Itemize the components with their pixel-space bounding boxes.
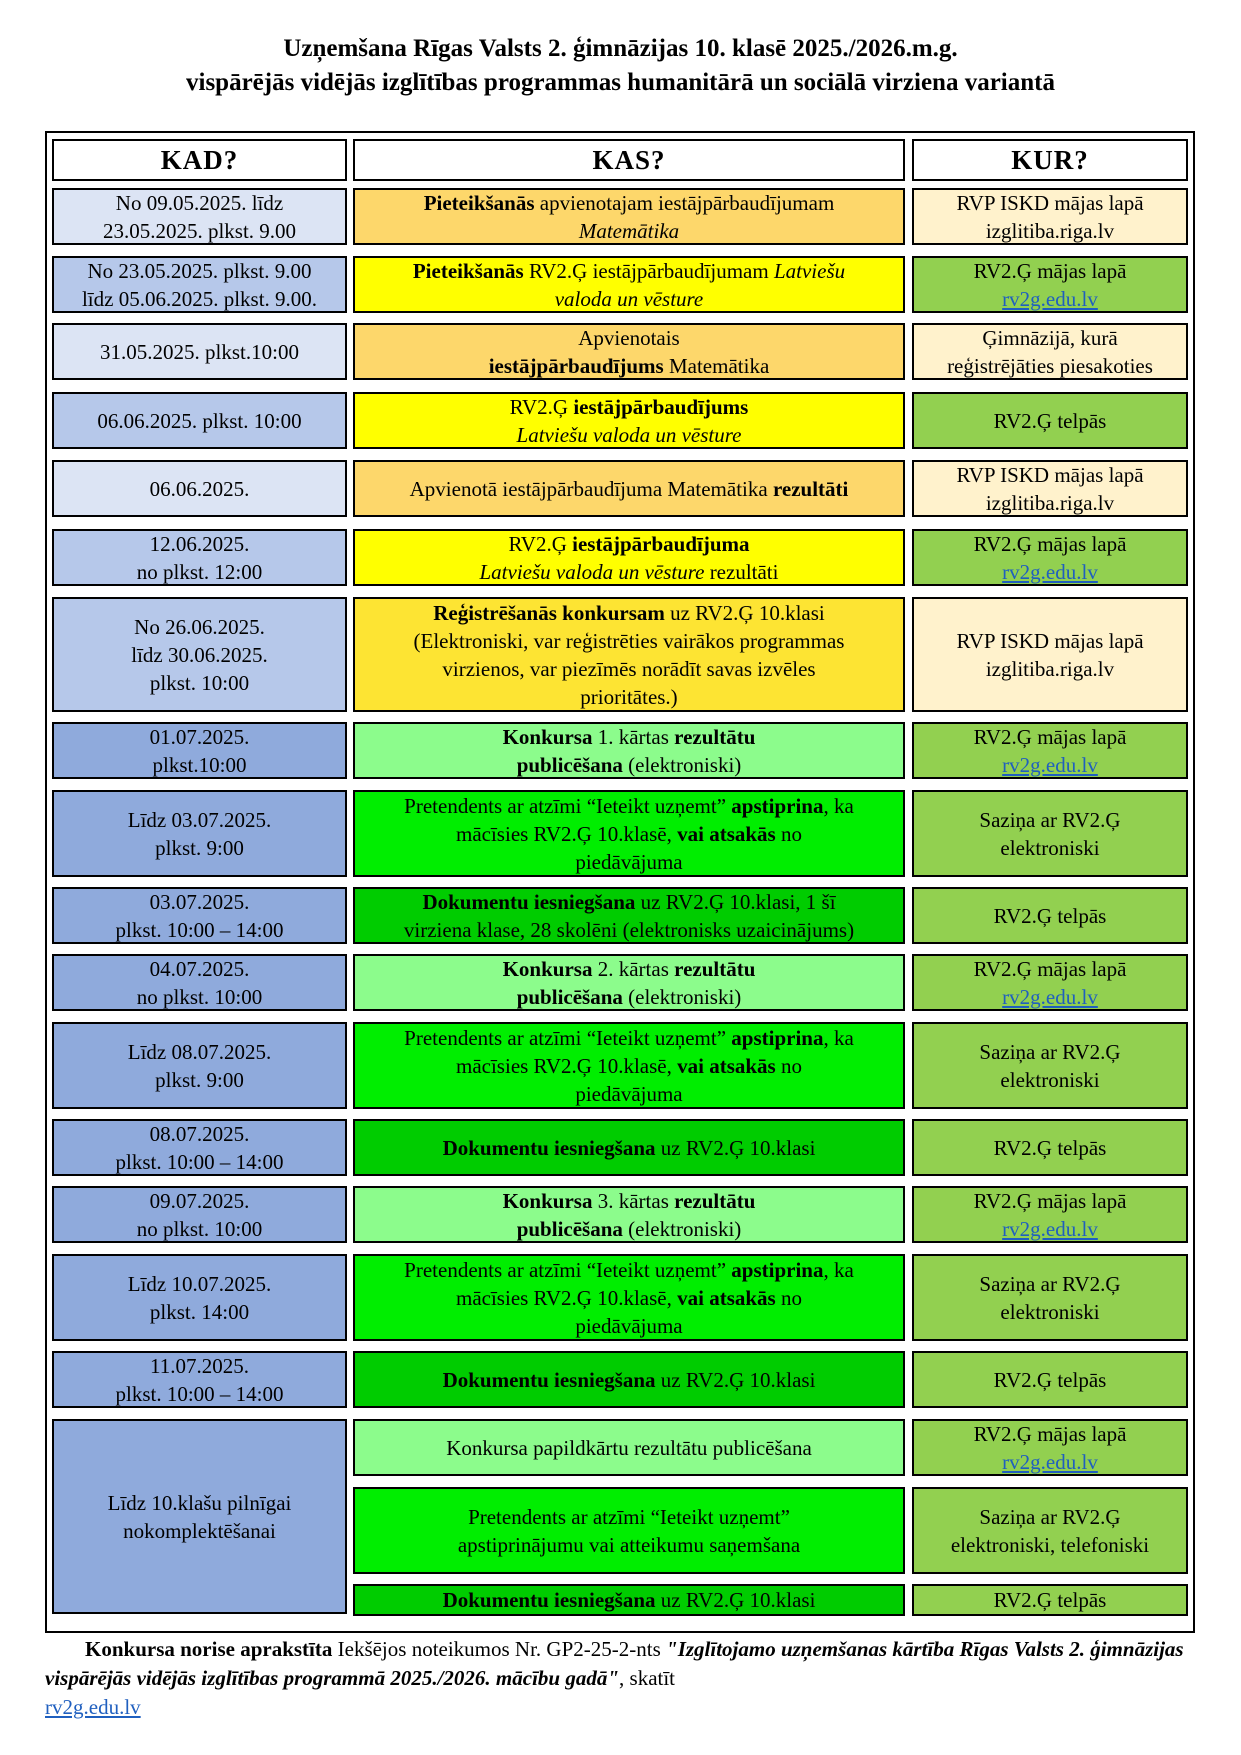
schedule-what-cell xyxy=(353,1487,905,1574)
schedule-what-cell xyxy=(353,1584,905,1616)
schedule-what-cell xyxy=(353,1186,905,1243)
cell-text: Pieteikšanās xyxy=(412,258,524,283)
cell-text: no xyxy=(775,1053,802,1078)
what-line xyxy=(359,352,899,380)
what-line xyxy=(359,1215,899,1243)
what-line xyxy=(359,1586,899,1614)
cell-text: vai atsakās xyxy=(677,1285,776,1310)
what-line xyxy=(359,1052,899,1080)
where-line xyxy=(918,257,1182,285)
schedule-what-cell xyxy=(353,954,905,1011)
when-line: Līdz 08.07.2025. xyxy=(127,1039,272,1064)
page-title-line-2: vispārējās vidējās izglītības programmas humanitārā un sociālā virziena variantā xyxy=(186,69,1055,96)
where-line xyxy=(918,902,1182,930)
when-line: no plkst. 10:00 xyxy=(136,984,263,1009)
what-line xyxy=(359,1434,899,1462)
when-line: no plkst. 12:00 xyxy=(136,559,263,584)
when-line: 06.06.2025. xyxy=(149,476,250,501)
cell-text: RV2.Ģ telpās xyxy=(993,1135,1107,1160)
cell-text: elektroniski xyxy=(1000,1299,1100,1324)
cell-text: RV2.Ģ xyxy=(509,394,574,419)
schedule-where-cell xyxy=(912,188,1188,245)
what-line xyxy=(359,530,899,558)
schedule-when-cell xyxy=(52,188,347,245)
page-title-line-1: Uzņemšana Rīgas Valsts 2. ģimnāzijas 10. klasē 2025./2026.m.g. xyxy=(283,35,958,62)
when-line: 08.07.2025. xyxy=(149,1121,250,1146)
cell-text: RV2.Ģ telpās xyxy=(993,408,1107,433)
cell-text: Dokumentu iesniegšana xyxy=(442,1135,656,1160)
cell-text: publicēšana xyxy=(516,1216,623,1241)
cell-text: Saziņa ar RV2.Ģ xyxy=(979,1504,1121,1529)
cell-text: vai atsakās xyxy=(677,1053,776,1078)
cell-text: mācīsies RV2.Ģ 10.klasē, xyxy=(456,1053,678,1078)
what-line xyxy=(359,683,899,711)
where-line xyxy=(918,751,1182,779)
cell-text: (Elektroniski, var reģistrēties vairākos programmas xyxy=(413,628,845,653)
where-line xyxy=(918,461,1182,489)
cell-text: , ka xyxy=(823,1025,854,1050)
cell-text: apstiprinājumu vai atteikumu saņemšana xyxy=(457,1532,801,1557)
what-line xyxy=(359,393,899,421)
schedule-what-cell xyxy=(353,887,905,944)
when-line: No 23.05.2025. plkst. 9.00 xyxy=(87,258,312,283)
when-line: no plkst. 10:00 xyxy=(136,1216,263,1241)
cell-text: piedāvājuma xyxy=(575,1081,683,1106)
what-line xyxy=(359,1024,899,1052)
where-line xyxy=(918,723,1182,751)
what-line xyxy=(359,848,899,876)
schedule-when-cell xyxy=(52,1419,347,1614)
cell-text: uz RV2.Ģ 10.klasi xyxy=(655,1588,816,1612)
where-line xyxy=(918,1187,1182,1215)
when-line: 23.05.2025. plkst. 9.00 xyxy=(102,218,297,243)
website-link[interactable]: rv2g.edu.lv xyxy=(1002,984,1098,1009)
when-line: plkst. 10:00 xyxy=(149,670,250,695)
what-line xyxy=(359,983,899,1011)
schedule-when-cell xyxy=(52,1119,347,1176)
what-line xyxy=(359,1503,899,1531)
schedule-where-cell xyxy=(912,1254,1188,1341)
what-line xyxy=(359,558,899,586)
what-line xyxy=(359,888,899,916)
cell-text: iestājpārbaudījums xyxy=(573,394,749,419)
column-header-what: KAS? xyxy=(353,139,905,181)
footer-text-2: , skatīt xyxy=(619,1666,676,1690)
cell-text: iestājpārbaudījuma xyxy=(572,531,750,556)
schedule-what-cell xyxy=(353,529,905,586)
cell-text: (elektroniski) xyxy=(622,752,742,777)
cell-text: Pretendents ar atzīmi “Ieteikt uzņemt” xyxy=(404,793,732,818)
schedule-when-cell xyxy=(52,256,347,313)
cell-text: prioritātes.) xyxy=(580,684,678,709)
what-line xyxy=(359,792,899,820)
website-link[interactable]: rv2g.edu.lv xyxy=(1002,752,1098,777)
website-link[interactable]: rv2g.edu.lv xyxy=(1002,1449,1098,1474)
when-line: plkst. 14:00 xyxy=(149,1299,250,1324)
where-line xyxy=(918,189,1182,217)
cell-text: 3. kārtas xyxy=(592,1188,675,1213)
schedule-when-cell xyxy=(52,1022,347,1109)
what-line xyxy=(359,1256,899,1284)
footer-lead: Konkursa norise aprakstīta xyxy=(85,1637,333,1661)
schedule-what-cell xyxy=(353,1351,905,1408)
schedule-where-cell xyxy=(912,954,1188,1011)
cell-text: izglitiba.riga.lv xyxy=(985,490,1115,515)
cell-text: Latviešu valoda un vēsture xyxy=(516,422,742,447)
schedule-when-cell xyxy=(52,392,347,449)
what-line xyxy=(359,1366,899,1394)
where-line xyxy=(918,558,1182,586)
what-line xyxy=(359,751,899,779)
cell-text: uz RV2.Ģ 10.klasi xyxy=(664,600,825,625)
when-line: 04.07.2025. xyxy=(149,956,250,981)
where-line xyxy=(918,1215,1182,1243)
schedule-when-cell xyxy=(52,790,347,877)
when-line: Līdz 03.07.2025. xyxy=(127,807,272,832)
schedule-where-cell xyxy=(912,790,1188,877)
cell-text: elektroniski xyxy=(1000,835,1100,860)
when-line: plkst. 10:00 – 14:00 xyxy=(115,917,284,942)
website-link[interactable]: rv2g.edu.lv xyxy=(1002,1216,1098,1241)
schedule-when-cell xyxy=(52,597,347,712)
cell-text: 2. kārtas xyxy=(592,956,675,981)
when-line: līdz 30.06.2025. xyxy=(131,642,268,667)
schedule-where-cell xyxy=(912,1584,1188,1616)
cell-text: Pieteikšanās xyxy=(423,190,535,215)
cell-text: RV2.Ģ mājas lapā xyxy=(973,1188,1127,1213)
where-line xyxy=(918,1270,1182,1298)
cell-text: RV2.Ģ mājas lapā xyxy=(973,724,1127,749)
when-line: plkst.10:00 xyxy=(152,752,247,777)
cell-text: , ka xyxy=(823,1257,854,1282)
cell-text: Dokumentu iesniegšana xyxy=(422,889,636,914)
schedule-what-cell xyxy=(353,722,905,779)
schedule-what-cell xyxy=(353,1119,905,1176)
where-line xyxy=(918,530,1182,558)
schedule-where-cell xyxy=(912,460,1188,517)
what-line xyxy=(359,1531,899,1559)
where-line xyxy=(918,1366,1182,1394)
cell-text: apstiprina xyxy=(731,1257,824,1282)
when-line: 11.07.2025. xyxy=(150,1353,249,1378)
cell-text: apstiprina xyxy=(731,793,824,818)
cell-text: Dokumentu iesniegšana xyxy=(442,1367,656,1392)
cell-text: RVP ISKD mājas lapā xyxy=(956,190,1144,215)
where-line xyxy=(918,1448,1182,1476)
where-line xyxy=(918,1038,1182,1066)
when-line: līdz 05.06.2025. plkst. 9.00. xyxy=(81,286,318,311)
cell-text: apvienotajam iestājpārbaudījumam xyxy=(534,190,835,215)
when-line: 01.07.2025. xyxy=(149,724,250,749)
schedule-where-cell xyxy=(912,1487,1188,1574)
schedule-where-cell xyxy=(912,529,1188,586)
cell-text: 1. kārtas xyxy=(592,724,675,749)
where-line xyxy=(918,1531,1182,1559)
what-line xyxy=(359,723,899,751)
cell-text: (elektroniski) xyxy=(622,984,742,1009)
schedule-where-cell xyxy=(912,597,1188,712)
schedule-what-cell xyxy=(353,1419,905,1476)
what-line xyxy=(359,627,899,655)
when-line: plkst. 9:00 xyxy=(155,835,244,860)
cell-text: uz RV2.Ģ 10.klasi xyxy=(655,1135,816,1160)
cell-text: RVP ISKD mājas lapā xyxy=(956,628,1144,653)
schedule-where-cell xyxy=(912,722,1188,779)
what-line xyxy=(359,955,899,983)
schedule-where-cell xyxy=(912,887,1188,944)
what-line xyxy=(359,1284,899,1312)
what-line xyxy=(359,421,899,449)
cell-text: izglitiba.riga.lv xyxy=(985,218,1115,243)
when-line: 06.06.2025. plkst. 10:00 xyxy=(97,408,302,433)
where-line xyxy=(918,983,1182,1011)
schedule-when-cell xyxy=(52,529,347,586)
cell-text: rezultātu xyxy=(674,1188,756,1213)
schedule-what-cell xyxy=(353,256,905,313)
schedule-when-cell xyxy=(52,460,347,517)
where-line xyxy=(918,324,1182,352)
cell-text: mācīsies RV2.Ģ 10.klasē, xyxy=(456,821,678,846)
cell-text: publicēšana xyxy=(516,752,623,777)
cell-text: apstiprina xyxy=(731,1025,824,1050)
column-header-where: KUR? xyxy=(912,139,1188,181)
what-line xyxy=(359,257,899,285)
where-line xyxy=(918,834,1182,862)
cell-text: virzienos, var piezīmēs norādīt savas izvēles xyxy=(442,656,816,681)
where-line xyxy=(918,1420,1182,1448)
what-line xyxy=(359,599,899,627)
cell-text: izglitiba.riga.lv xyxy=(985,656,1115,681)
cell-text: RV2.Ģ xyxy=(508,531,573,556)
schedule-where-cell xyxy=(912,1186,1188,1243)
when-line: 12.06.2025. xyxy=(149,531,250,556)
cell-text: Saziņa ar RV2.Ģ xyxy=(979,1039,1121,1064)
cell-text: virziena klase, 28 skolēni (elektronisks uzaicinājums) xyxy=(403,917,855,942)
cell-text: Matemātika xyxy=(663,353,770,378)
when-line: No 26.06.2025. xyxy=(134,614,265,639)
where-line xyxy=(918,285,1182,313)
cell-text: Konkursa papildkārtu rezultātu publicēšana xyxy=(446,1435,812,1460)
cell-text: Ģimnāzijā, kurā xyxy=(982,325,1118,350)
cell-text: iestājpārbaudījums xyxy=(488,353,664,378)
what-line xyxy=(359,1080,899,1108)
cell-text: uz RV2.Ģ 10.klasi, 1 šī xyxy=(635,889,836,914)
what-line xyxy=(359,475,899,503)
what-line xyxy=(359,324,899,352)
schedule-what-cell xyxy=(353,597,905,712)
cell-text: RV2.Ģ telpās xyxy=(993,903,1107,928)
schedule-where-cell xyxy=(912,1022,1188,1109)
website-link[interactable]: rv2g.edu.lv xyxy=(1002,286,1098,311)
where-line xyxy=(918,489,1182,517)
cell-text: publicēšana xyxy=(516,984,623,1009)
cell-text: Matemātika xyxy=(578,218,680,243)
cell-text: rezultātu xyxy=(674,724,756,749)
cell-text: Latviešu xyxy=(773,258,846,283)
what-line xyxy=(359,1134,899,1162)
when-line: 09.07.2025. xyxy=(149,1188,250,1213)
footer-note xyxy=(45,1635,1195,1722)
what-line xyxy=(359,820,899,848)
cell-text: piedāvājuma xyxy=(575,1313,683,1338)
schedule-where-cell xyxy=(912,1419,1188,1476)
when-line: No 09.05.2025. līdz xyxy=(115,190,284,215)
schedule-what-cell xyxy=(353,790,905,877)
when-line: Līdz 10.klašu pilnīgai xyxy=(107,1490,292,1515)
schedule-when-cell xyxy=(52,954,347,1011)
website-link[interactable]: rv2g.edu.lv xyxy=(1002,559,1098,584)
cell-text: Reģistrēšanās konkursam xyxy=(433,600,665,625)
where-line xyxy=(918,1134,1182,1162)
cell-text: RV2.Ģ iestājpārbaudījumam xyxy=(523,258,774,283)
cell-text: RV2.Ģ telpās xyxy=(993,1367,1107,1392)
footer-document-title: "Izglītojamo uzņemšanas kārtība Rīgas Valsts 2. ģimnāzijas vispārējās vidējās izglītības programmā 2025./2026. mācību gadā" xyxy=(45,1637,1184,1690)
cell-text: RV2.Ģ mājas lapā xyxy=(973,1421,1127,1446)
cell-text: Konkursa xyxy=(502,724,593,749)
footer-link[interactable]: rv2g.edu.lv xyxy=(45,1695,141,1719)
cell-text: uz RV2.Ģ 10.klasi xyxy=(655,1367,816,1392)
where-line xyxy=(918,352,1182,380)
what-line xyxy=(359,1187,899,1215)
schedule-when-cell xyxy=(52,1351,347,1408)
what-line xyxy=(359,285,899,313)
cell-text: elektroniski xyxy=(1000,1067,1100,1092)
schedule-when-cell xyxy=(52,1186,347,1243)
cell-text: valoda un vēsture xyxy=(554,286,704,311)
when-line: 31.05.2025. plkst.10:00 xyxy=(100,339,299,364)
footer-text-1: Iekšējos noteikumos Nr. GP2-25-2-nts xyxy=(332,1637,667,1661)
schedule-where-cell xyxy=(912,1351,1188,1408)
cell-text: RV2.Ģ mājas lapā xyxy=(973,956,1127,981)
where-line xyxy=(918,1066,1182,1094)
what-line xyxy=(359,217,899,245)
cell-text: Saziņa ar RV2.Ģ xyxy=(979,807,1121,832)
when-line: plkst. 9:00 xyxy=(155,1067,244,1092)
cell-text: piedāvājuma xyxy=(575,849,683,874)
where-line xyxy=(918,955,1182,983)
when-line: plkst. 10:00 – 14:00 xyxy=(115,1381,284,1406)
when-line: Līdz 10.07.2025. xyxy=(127,1271,272,1296)
where-line xyxy=(918,407,1182,435)
what-line xyxy=(359,916,899,944)
cell-text: Apvienotā iestājpārbaudījuma Matemātika xyxy=(409,476,773,501)
cell-text: Konkursa xyxy=(502,1188,593,1213)
what-line xyxy=(359,189,899,217)
schedule-what-cell xyxy=(353,1254,905,1341)
cell-text: no xyxy=(775,821,802,846)
schedule-what-cell xyxy=(353,460,905,517)
cell-text: reģistrējāties piesakoties xyxy=(947,353,1153,378)
cell-text: Pretendents ar atzīmi “Ieteikt uzņemt” xyxy=(404,1257,732,1282)
column-header-when: KAD? xyxy=(52,139,347,181)
cell-text: Saziņa ar RV2.Ģ xyxy=(979,1271,1121,1296)
when-line: plkst. 10:00 – 14:00 xyxy=(115,1149,284,1174)
schedule-what-cell xyxy=(353,188,905,245)
cell-text: Pretendents ar atzīmi “Ieteikt uzņemt” xyxy=(404,1025,732,1050)
schedule-what-cell xyxy=(353,1022,905,1109)
what-line xyxy=(359,655,899,683)
cell-text: vai atsakās xyxy=(677,821,776,846)
when-line: 03.07.2025. xyxy=(149,889,250,914)
where-line xyxy=(918,217,1182,245)
cell-text: RV2.Ģ mājas lapā xyxy=(973,258,1127,283)
cell-text: Pretendents ar atzīmi “Ieteikt uzņemt” xyxy=(468,1504,790,1529)
cell-text: rezultāti xyxy=(704,559,779,584)
schedule-when-cell xyxy=(52,887,347,944)
cell-text: , ka xyxy=(823,793,854,818)
cell-text: elektroniski, telefoniski xyxy=(950,1532,1150,1557)
where-line xyxy=(918,806,1182,834)
where-line xyxy=(918,1503,1182,1531)
cell-text: Konkursa xyxy=(502,956,593,981)
what-line xyxy=(359,1312,899,1340)
where-line xyxy=(918,1298,1182,1326)
schedule-where-cell xyxy=(912,1119,1188,1176)
when-line: nokomplektēšanai xyxy=(123,1518,276,1543)
cell-text: RV2.Ģ telpās xyxy=(993,1588,1107,1612)
schedule-what-cell xyxy=(353,392,905,449)
schedule-where-cell xyxy=(912,323,1188,380)
cell-text: rezultāti xyxy=(772,476,849,501)
cell-text: (elektroniski) xyxy=(622,1216,742,1241)
schedule-what-cell xyxy=(353,323,905,380)
where-line xyxy=(918,655,1182,683)
cell-text: rezultātu xyxy=(674,956,756,981)
schedule-when-cell xyxy=(52,1254,347,1341)
cell-text: mācīsies RV2.Ģ 10.klasē, xyxy=(456,1285,678,1310)
where-line xyxy=(918,627,1182,655)
schedule-where-cell xyxy=(912,256,1188,313)
cell-text: Latviešu valoda un vēsture xyxy=(479,559,705,584)
cell-text: Apvienotais xyxy=(578,325,680,350)
cell-text: no xyxy=(775,1285,802,1310)
cell-text: RVP ISKD mājas lapā xyxy=(956,462,1144,487)
where-line xyxy=(918,1586,1182,1614)
cell-text: Dokumentu iesniegšana xyxy=(442,1588,656,1612)
schedule-where-cell xyxy=(912,392,1188,449)
schedule-when-cell xyxy=(52,722,347,779)
cell-text: RV2.Ģ mājas lapā xyxy=(973,531,1127,556)
schedule-when-cell xyxy=(52,323,347,380)
